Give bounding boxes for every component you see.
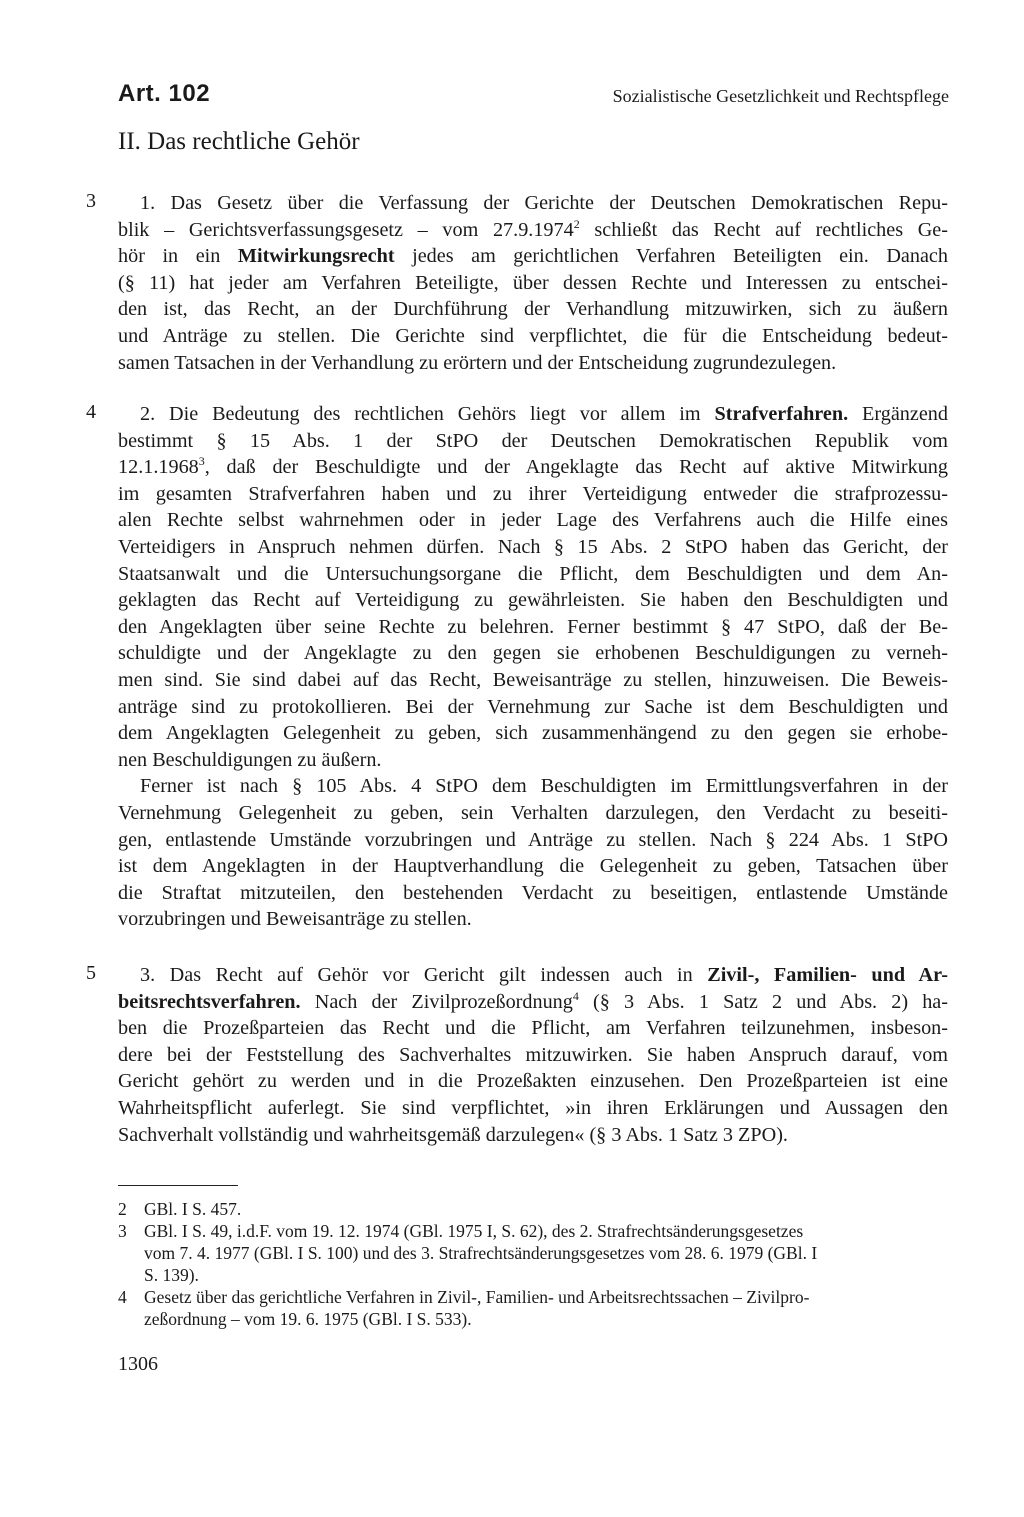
text-line: Ferner ist nach § 105 Abs. 4 StPO dem Beschuldigten im Ermittlungsverfahren in der <box>140 775 948 798</box>
footnote-text: zeßordnung – vom 19. 6. 1975 (GBl. I S. 533). <box>144 1309 472 1329</box>
emphasis: Zivil-, Familien- und Ar- <box>707 964 948 986</box>
margin-number-3: 3 <box>86 190 96 212</box>
text-line: ben die Prozeßparteien das Recht und die Pflicht, am Verfahren teilzunehmen, insbeson- <box>118 1017 948 1040</box>
article-number: Art. 102 <box>118 80 211 107</box>
text-line: dere bei der Feststellung des Sachverhaltes mitzuwirken. Sie haben Anspruch darauf, vom <box>118 1043 948 1066</box>
emphasis: Mitwirkungsrecht <box>237 245 395 268</box>
paragraph-5 <box>118 962 948 1148</box>
text-line: beitsrechtsverfahren. Nach der Zivilprozeßordnung$^4$ (§ 3 Abs. 1 Satz 2 und Abs. 2) ha- <box>118 988 948 1013</box>
text-line: schuldigte und der Angeklagte zu den gegen sie erhobenen Beschuldigungen zu verneh- <box>118 642 948 665</box>
text-line: samen Tatsachen in der Verhandlung zu erörtern und der Entscheidung zugrundezulegen. <box>118 351 837 374</box>
section-title: II. Das rechtliche Gehör <box>118 128 360 155</box>
text-line: vorzubringen und Beweisanträge zu stellen. <box>118 908 472 931</box>
text-line: 3. Das Recht auf Gehör vor Gericht gilt indessen auch in Zivil-, Familien- und Ar- <box>140 964 948 986</box>
text-line: nen Beschuldigungen zu äußern. <box>118 748 382 771</box>
running-title: Sozialistische Gesetzlichkeit und Rechtspflege <box>612 86 949 106</box>
emphasis: Strafverfahren. <box>714 403 849 425</box>
footnote <box>118 1198 948 1220</box>
text-line: geklagten das Recht auf Verteidigung zu gewährleisten. Sie haben den Beschuldigten und <box>118 589 948 612</box>
footnote-ref: 2 <box>573 216 580 231</box>
text-line: bestimmt § 15 Abs. 1 der StPO der Deutschen Demokratischen Republik vom <box>118 429 948 452</box>
text-line: Wahrheitspflicht auferlegt. Sie sind verpflichtet, »in ihren Erklärungen und Aussagen den <box>118 1096 948 1119</box>
text-line: men sind. Sie sind dabei auf das Recht, Beweisanträge zu stellen, hinzuweisen. Die Beweis- <box>118 668 948 691</box>
footnote-text: GBl. I S. 49, i.d.F. vom 19. 12. 1974 (GBl. 1975 I, S. 62), des 2. Strafrechtsänderungsgesetzes <box>144 1221 804 1241</box>
text-line: ist dem Angeklagten in der Hauptverhandlung die Gelegenheit zu geben, Tatsachen über <box>118 855 948 878</box>
text-line: im gesamten Strafverfahren haben und zu ihrer Verteidigung entweder die strafprozessu- <box>118 482 948 505</box>
footnote-text: S. 139). <box>144 1265 199 1285</box>
text-line: anträge sind zu protokollieren. Bei der Vernehmung zur Sache ist dem Beschuldigten und <box>118 695 948 718</box>
text-line: (§ 11) hat jeder am Verfahren Beteiligte, über dessen Rechte und Interessen zu entschei- <box>118 271 948 294</box>
text-line: 1. Das Gesetz über die Verfassung der Gerichte der Deutschen Demokratischen Repu- <box>140 192 948 214</box>
text-line: alen Rechte selbst wahrnehmen oder in jeder Lage des Verfahrens auch die Hilfe eines <box>118 509 948 532</box>
text-line: 2. Die Bedeutung des rechtlichen Gehörs liegt vor allem im Strafverfahren. Ergänzend <box>140 403 948 425</box>
footnote-number: 3 <box>118 1221 127 1241</box>
footnote-separator <box>118 1185 238 1186</box>
emphasis: beitsrechtsverfahren. <box>118 990 301 1013</box>
text-line: 12.1.1968$^3$, daß der Beschuldigte und der Angeklagte das Recht auf aktive Mitwirkung <box>118 454 948 479</box>
text-line: Verteidigers in Anspruch nehmen dürfen. Nach § 15 Abs. 2 StPO haben das Gericht, der <box>118 535 948 558</box>
footnote-ref: 3 <box>198 454 205 469</box>
text-line: Sachverhalt vollständig und wahrheitsgemäß darzulegen« (§ 3 Abs. 1 Satz 3 ZPO). <box>118 1123 788 1146</box>
text-line: Staatsanwalt und die Untersuchungsorgane die Pflicht, dem Beschuldigten und dem An- <box>118 562 948 585</box>
footnote-ref: 4 <box>572 988 579 1003</box>
text-line: gen, entlastende Umstände vorzubringen und Anträge zu stellen. Nach § 224 Abs. 1 StPO <box>118 828 948 851</box>
text-line: und Anträge zu stellen. Die Gerichte sind verpflichtet, die für die Entscheidung bedeut- <box>118 324 948 347</box>
footnote <box>118 1220 948 1286</box>
margin-number-4: 4 <box>86 401 96 423</box>
text-line: Vernehmung Gelegenheit zu geben, sein Verhalten darzulegen, den Verdacht zu beseiti- <box>118 801 948 824</box>
paragraph-4 <box>118 401 948 933</box>
footnote <box>118 1286 948 1330</box>
footnote-text: GBl. I S. 457. <box>144 1199 242 1219</box>
text-line: Gericht gehört zu werden und in die Prozeßakten einzusehen. Den Prozeßparteien ist eine <box>118 1070 948 1093</box>
footnote-text: vom 7. 4. 1977 (GBl. I S. 100) und des 3. Strafrechtsänderungsgesetzes vom 28. 6. 1979 (GBl. I <box>144 1243 818 1263</box>
text-line: hör in ein Mitwirkungsrecht jedes am gerichtlichen Verfahren Beteiligten ein. Danach <box>118 245 948 268</box>
text-line: den Angeklagten über seine Rechte zu belehren. Ferner bestimmt § 47 StPO, daß der Be- <box>118 615 948 638</box>
text-line: den ist, das Recht, an der Durchführung der Verhandlung mitzuwirken, sich zu äußern <box>118 298 948 321</box>
footnote-text: Gesetz über das gerichtliche Verfahren in Zivil-, Familien- und Arbeitsrechtssachen – Zivilpro- <box>144 1287 810 1307</box>
footnote-number: 4 <box>118 1287 127 1307</box>
footnote-number: 2 <box>118 1199 127 1219</box>
margin-number-5: 5 <box>86 962 96 984</box>
text-line: dem Angeklagten Gelegenheit zu geben, sich zusammenhängend zu den gegen sie erhobe- <box>118 722 948 745</box>
paragraph-3 <box>118 190 948 376</box>
footnotes <box>118 1198 948 1330</box>
text-line: die Straftat mitzuteilen, den bestehenden Verdacht zu beseitigen, entlastende Umstände <box>118 881 948 904</box>
text-line: blik – Gerichtsverfassungsgesetz – vom 27.9.1974$^2$ schließt das Recht auf rechtliches Ge- <box>118 216 948 241</box>
page-number: 1306 <box>118 1353 158 1375</box>
